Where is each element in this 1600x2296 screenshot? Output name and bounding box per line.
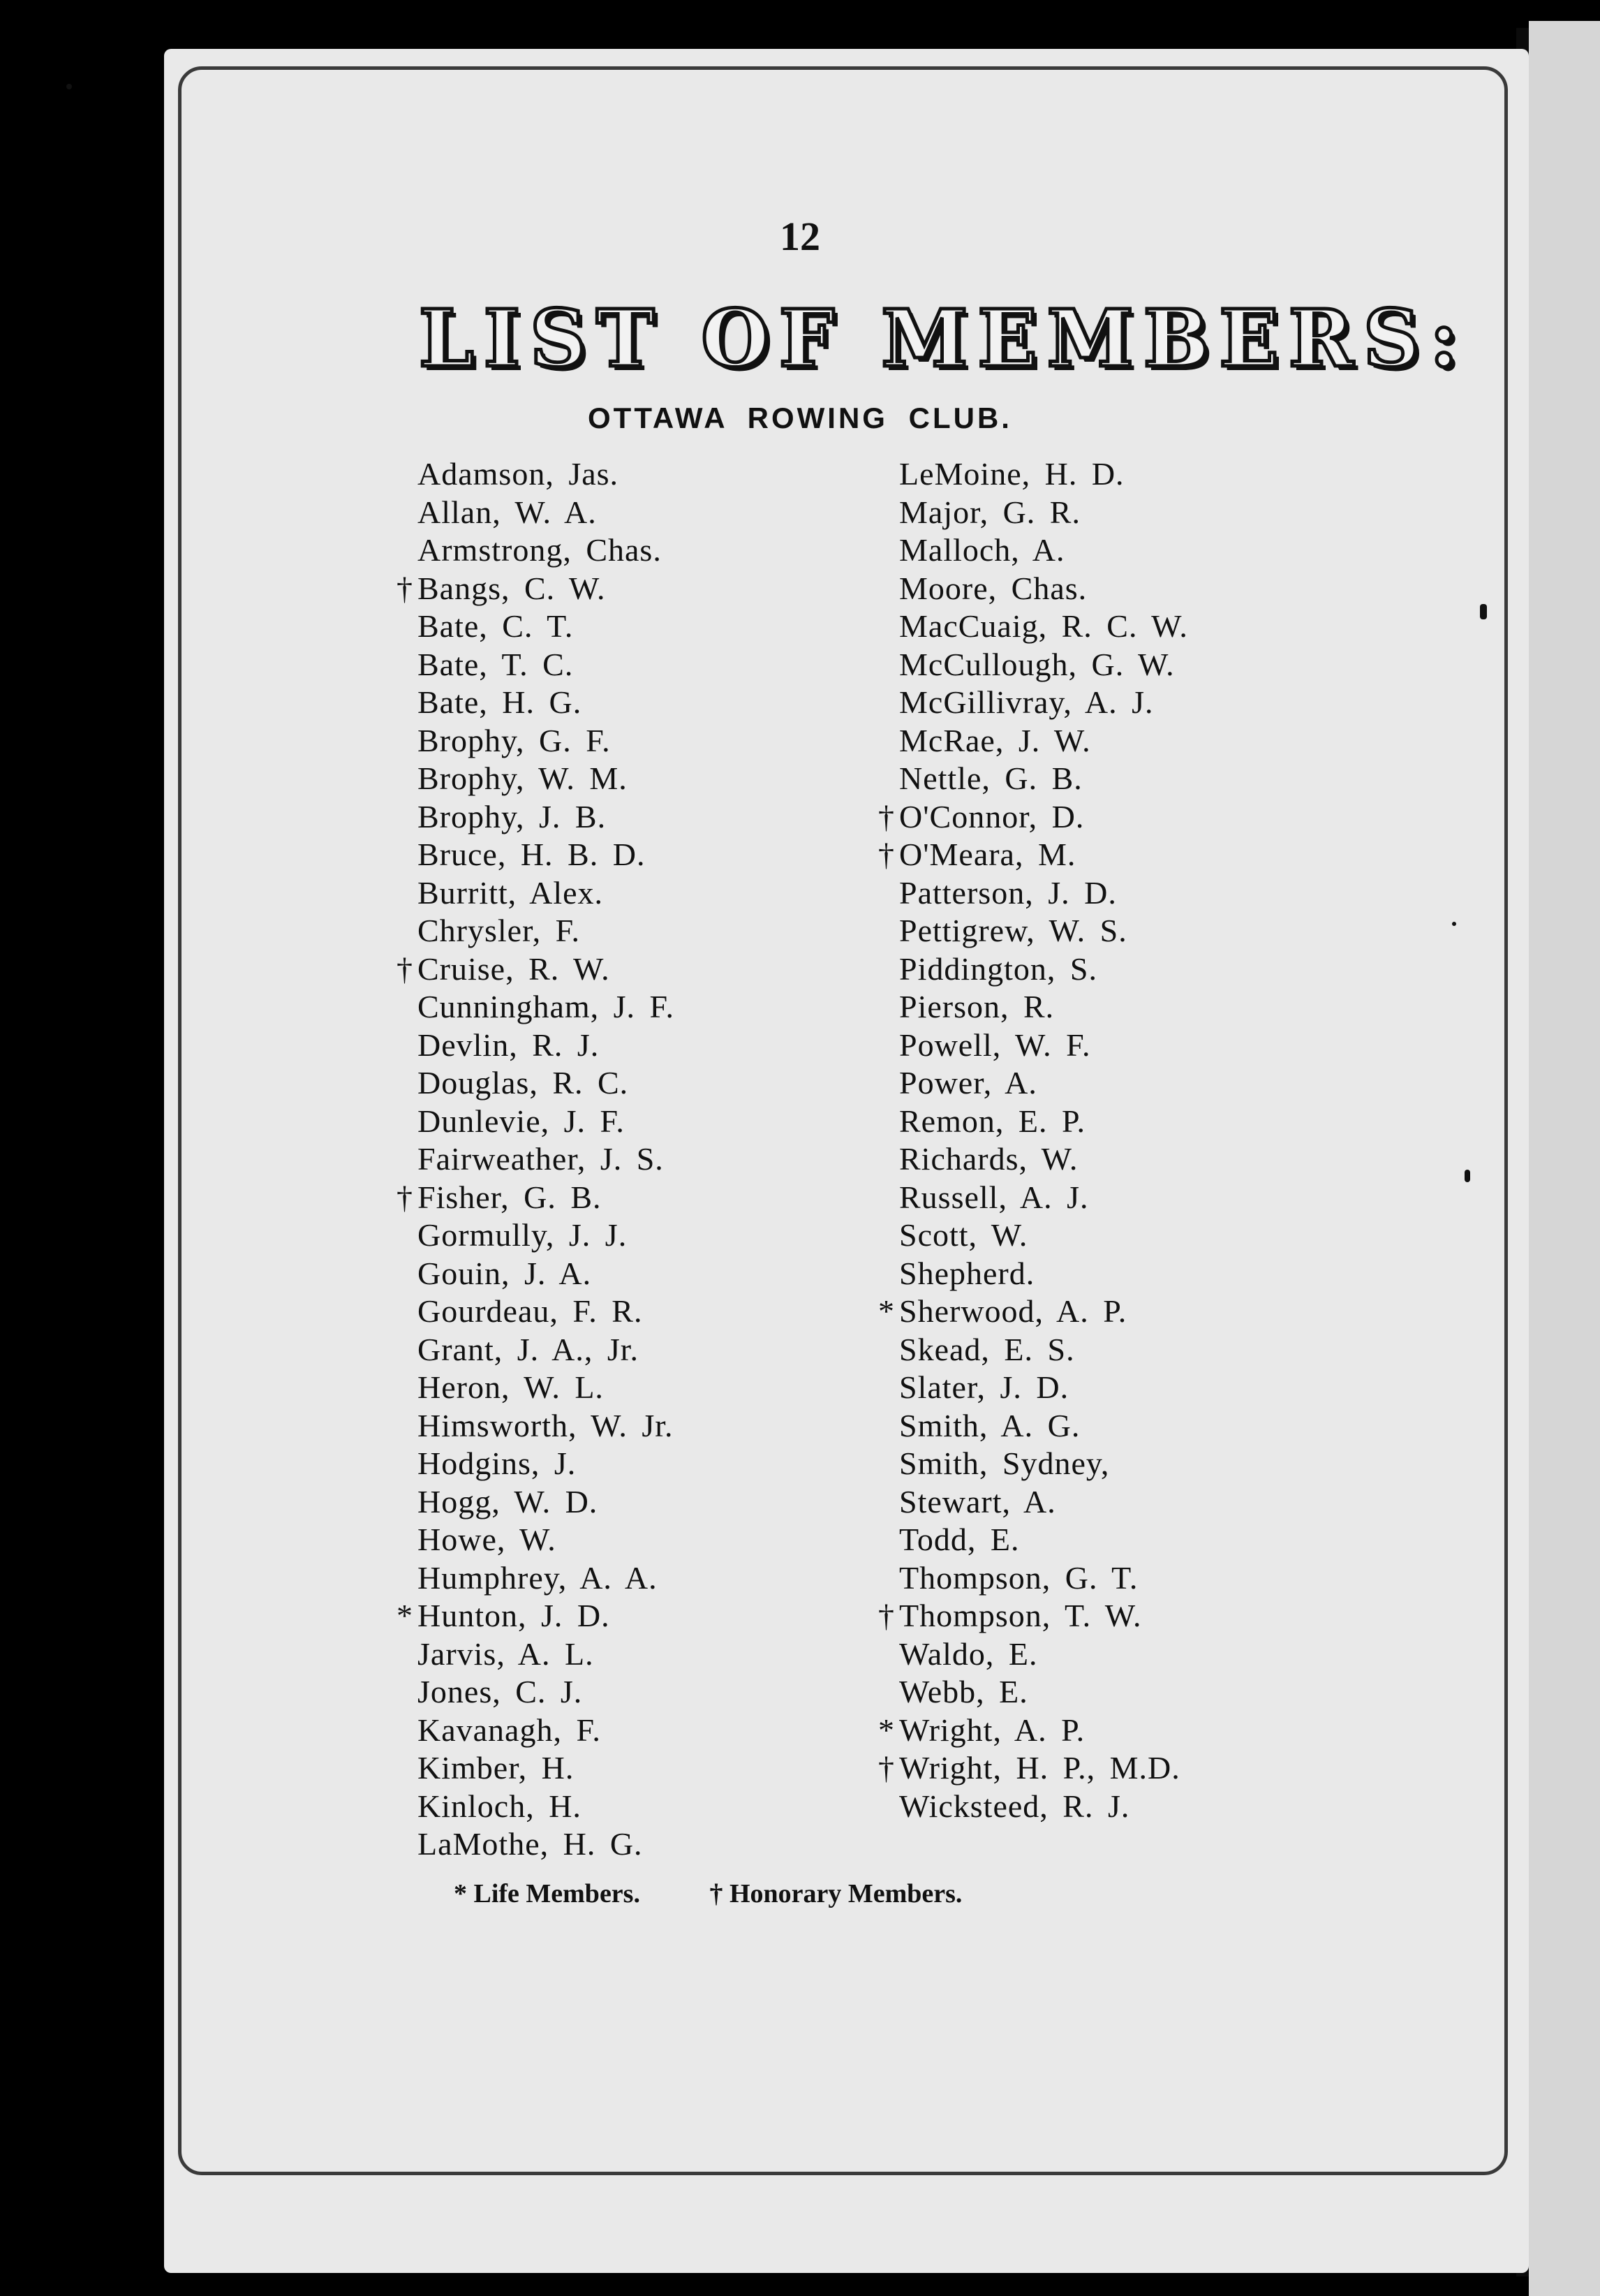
member-entry: [899, 1103, 1188, 1141]
member-entry: [417, 1712, 674, 1750]
member-name: Russell, A. J.: [899, 1179, 1089, 1215]
member-name: Brophy, G. F.: [417, 722, 611, 758]
member-entry: [417, 1216, 674, 1255]
member-name: Sherwood, A. P.: [899, 1293, 1127, 1329]
member-name: Smith, Sydney,: [899, 1445, 1110, 1481]
member-list-right: [878, 455, 1188, 1825]
member-name: Patterson, J. D.: [899, 874, 1117, 911]
member-entry: [899, 494, 1188, 532]
member-entry: [899, 531, 1188, 570]
member-name: Cruise, R. W.: [417, 950, 610, 987]
member-entry: [417, 1825, 674, 1864]
member-entry: [417, 760, 674, 798]
member-name: Stewart, A.: [899, 1483, 1056, 1519]
member-name: Shepherd.: [899, 1255, 1035, 1291]
member-name: Todd, E.: [899, 1522, 1020, 1557]
member-name: Allan, W. A.: [417, 494, 597, 530]
member-name: Pettigrew, W. S.: [899, 913, 1127, 948]
member-entry: [397, 1597, 674, 1635]
member-name: Webb, E.: [899, 1674, 1028, 1709]
member-entry: [417, 1559, 674, 1598]
member-name: Humphrey, A. A.: [417, 1559, 658, 1596]
member-entry: [417, 1407, 674, 1445]
member-name: Howe, W.: [417, 1522, 556, 1557]
member-name: Jarvis, A. L.: [417, 1635, 594, 1672]
member-entry: [417, 455, 674, 494]
member-entry: [899, 1407, 1188, 1445]
member-entry: [878, 1597, 1188, 1635]
member-entry: [417, 1445, 674, 1483]
member-name: O'Meara, M.: [899, 837, 1076, 872]
member-name: Bruce, H. B. D.: [417, 837, 646, 872]
member-name: Waldo, E.: [899, 1635, 1038, 1672]
member-entry: [878, 836, 1188, 874]
member-entry: [878, 798, 1188, 837]
member-name: Pierson, R.: [899, 989, 1055, 1024]
member-entry: [417, 874, 674, 913]
member-name: Smith, A. G.: [899, 1407, 1081, 1443]
member-entry: [417, 1140, 674, 1179]
member-name: Skead, E. S.: [899, 1331, 1075, 1367]
member-name: Adamson, Jas.: [417, 456, 619, 492]
member-name: Gourdeau, F. R.: [417, 1293, 643, 1329]
member-name: McRae, J. W.: [899, 722, 1091, 758]
member-entry: [899, 722, 1188, 760]
member-name: Dunlevie, J. F.: [417, 1103, 625, 1139]
member-entry: [899, 646, 1188, 684]
member-name: Wright, A. P.: [899, 1712, 1086, 1748]
member-marker: †: [397, 570, 413, 606]
page-number: 12: [780, 214, 820, 259]
member-entry: [417, 1255, 674, 1293]
member-marker: *: [397, 1598, 413, 1633]
member-entry: [899, 1255, 1188, 1293]
member-entry: [878, 1749, 1188, 1788]
member-entry: [899, 1331, 1188, 1369]
legend-life-members: * Life Members.: [454, 1879, 640, 1908]
member-entry: [899, 1179, 1188, 1217]
member-entry: [899, 1216, 1188, 1255]
member-name: Fisher, G. B.: [417, 1179, 602, 1215]
member-entry: [417, 798, 674, 837]
member-name: Major, G. R.: [899, 494, 1081, 530]
member-name: Thompson, T. W.: [899, 1598, 1142, 1633]
adjacent-page-edge: [1529, 21, 1600, 2296]
member-entry: [417, 1788, 674, 1826]
member-name: Bate, H. G.: [417, 684, 582, 720]
scan-speck: [1465, 1170, 1470, 1182]
member-marker: *: [878, 1293, 895, 1329]
member-name: Grant, J. A., Jr.: [417, 1331, 639, 1367]
member-name: Scott, W.: [899, 1217, 1028, 1253]
member-name: Moore, Chas.: [899, 570, 1088, 606]
member-name: Armstrong, Chas.: [417, 532, 662, 568]
member-name: Bate, C. T.: [417, 608, 574, 644]
member-name: Hunton, J. D.: [417, 1598, 610, 1633]
member-entry: [417, 1673, 674, 1712]
member-entry: [899, 1788, 1188, 1826]
member-entry: [899, 1635, 1188, 1674]
member-entry: [899, 912, 1188, 950]
member-name: Kimber, H.: [417, 1750, 575, 1786]
member-entry: [417, 1521, 674, 1559]
member-name: Jones, C. J.: [417, 1674, 583, 1709]
member-marker: †: [878, 798, 895, 834]
member-entry: [417, 1635, 674, 1674]
member-entry: [397, 950, 674, 989]
member-name: Kavanagh, F.: [417, 1712, 601, 1748]
member-entry: [899, 1026, 1188, 1065]
member-entry: [417, 1369, 674, 1407]
member-entry: [899, 570, 1188, 608]
page-title: LIST OF MEMBERS:: [419, 293, 1469, 385]
member-name: LaMothe, H. G.: [417, 1826, 643, 1862]
member-name: Bate, T. C.: [417, 646, 574, 682]
member-entry: [417, 722, 674, 760]
member-entry: [417, 494, 674, 532]
club-name-subtitle: OTTAWA ROWING CLUB.: [588, 402, 1012, 434]
member-entry: [878, 1293, 1188, 1331]
member-entry: [417, 1293, 674, 1331]
member-entry: [417, 1026, 674, 1065]
member-entry: [417, 836, 674, 874]
member-name: Richards, W.: [899, 1141, 1079, 1177]
member-name: Bangs, C. W.: [417, 570, 606, 606]
member-entry: [899, 1140, 1188, 1179]
member-entry: [899, 874, 1188, 913]
member-entry: [899, 760, 1188, 798]
member-name: LeMoine, H. D.: [899, 456, 1125, 492]
member-marker: †: [878, 837, 895, 872]
member-marker: †: [878, 1598, 895, 1633]
member-entry: [878, 1712, 1188, 1750]
member-name: Himsworth, W. Jr.: [417, 1407, 674, 1443]
scan-speck: [1452, 922, 1456, 926]
member-name: Chrysler, F.: [417, 913, 580, 948]
member-name: Slater, J. D.: [899, 1369, 1069, 1405]
member-name: Remon, E. P.: [899, 1103, 1086, 1139]
member-entry: [899, 1064, 1188, 1103]
member-name: Devlin, R. J.: [417, 1026, 600, 1063]
member-entry: [899, 1521, 1188, 1559]
member-name: Douglas, R. C.: [417, 1065, 629, 1101]
member-entry: [397, 1179, 674, 1217]
member-entry: [417, 1064, 674, 1103]
member-entry: [899, 684, 1188, 722]
member-marker: †: [397, 950, 413, 987]
member-name: Hodgins, J.: [417, 1445, 577, 1481]
member-name: Heron, W. L.: [417, 1369, 604, 1405]
member-name: Kinloch, H.: [417, 1788, 582, 1824]
member-name: Brophy, J. B.: [417, 798, 607, 834]
member-entry: [899, 608, 1188, 646]
member-entry: [899, 455, 1188, 494]
scan-speck: [1480, 604, 1487, 619]
member-entry: [417, 1331, 674, 1369]
member-name: Wright, H. P., M.D.: [899, 1750, 1180, 1786]
member-entry: [899, 1369, 1188, 1407]
legend: [454, 1878, 962, 1909]
member-list-left: [397, 455, 674, 1864]
member-name: Burritt, Alex.: [417, 874, 604, 911]
member-name: Brophy, W. M.: [417, 760, 628, 796]
member-entry: [417, 988, 674, 1026]
member-name: Malloch, A.: [899, 532, 1065, 568]
member-name: Power, A.: [899, 1065, 1037, 1101]
member-name: Powell, W. F.: [899, 1026, 1091, 1063]
member-entry: [397, 570, 674, 608]
member-entry: [417, 1483, 674, 1522]
member-name: Piddington, S.: [899, 950, 1098, 987]
member-entry: [417, 1749, 674, 1788]
scan-speck: [66, 84, 72, 89]
member-entry: [417, 912, 674, 950]
member-name: Nettle, G. B.: [899, 760, 1083, 796]
member-marker: †: [878, 1750, 895, 1786]
member-entry: [899, 988, 1188, 1026]
member-name: O'Connor, D.: [899, 798, 1085, 834]
member-name: Gormully, J. J.: [417, 1217, 628, 1253]
member-entry: [417, 608, 674, 646]
member-marker: *: [878, 1712, 895, 1748]
member-name: McCullough, G. W.: [899, 646, 1175, 682]
member-name: Fairweather, J. S.: [417, 1141, 664, 1177]
member-name: Gouin, J. A.: [417, 1255, 592, 1291]
member-name: Cunningham, J. F.: [417, 989, 674, 1024]
member-entry: [899, 950, 1188, 989]
member-name: Thompson, G. T.: [899, 1559, 1139, 1596]
member-name: McGillivray, A. J.: [899, 684, 1154, 720]
member-entry: [417, 684, 674, 722]
member-marker: †: [397, 1179, 413, 1215]
member-entry: [899, 1673, 1188, 1712]
member-entry: [417, 1103, 674, 1141]
member-name: Hogg, W. D.: [417, 1483, 598, 1519]
member-entry: [417, 531, 674, 570]
legend-honorary-members: † Honorary Members.: [709, 1879, 963, 1908]
member-name: MacCuaig, R. C. W.: [899, 608, 1188, 644]
member-entry: [899, 1483, 1188, 1522]
member-entry: [417, 646, 674, 684]
member-entry: [899, 1559, 1188, 1598]
member-name: Wicksteed, R. J.: [899, 1788, 1130, 1824]
member-entry: [899, 1445, 1188, 1483]
